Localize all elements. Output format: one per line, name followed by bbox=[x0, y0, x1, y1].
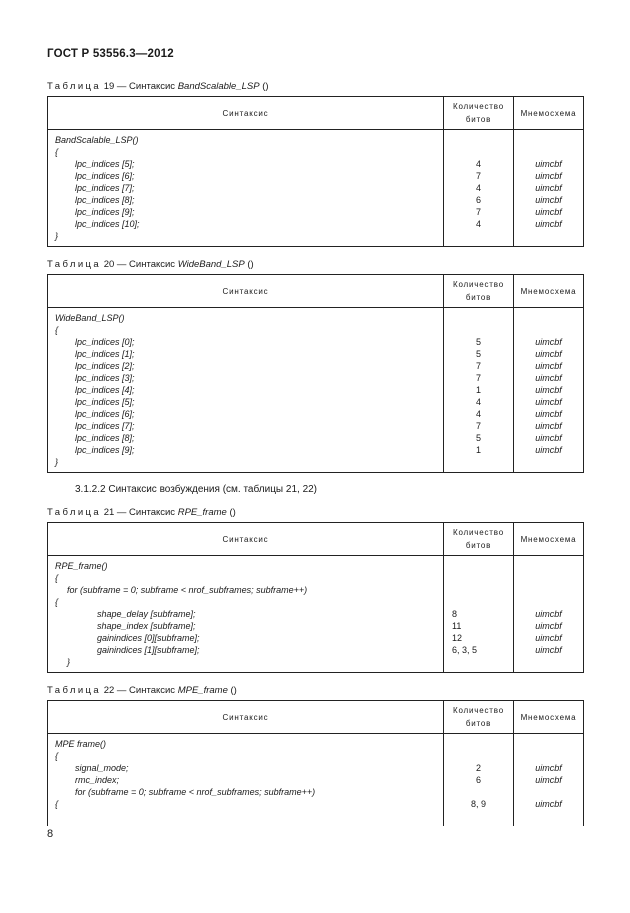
table-22 bbox=[47, 700, 584, 826]
syntax-line: { bbox=[55, 147, 59, 157]
syntax-spacer bbox=[55, 810, 443, 822]
mnemonic-value bbox=[514, 786, 583, 798]
section-heading: 3.1.2.2 Синтаксис возбуждения (см. таблицы 21, 22) bbox=[75, 484, 318, 495]
caption-tail: () bbox=[226, 507, 236, 518]
caption-rest: 21 — Синтаксис bbox=[101, 507, 178, 518]
syntax-line: lpc_indices [5]; bbox=[75, 397, 135, 407]
table-22-caption bbox=[47, 685, 237, 696]
bits-value: 4 bbox=[475, 219, 481, 229]
mnemonic-value: uimcbf bbox=[535, 397, 562, 407]
header-syntax: Синтаксис bbox=[48, 97, 444, 130]
bits-value: 7 bbox=[475, 421, 481, 431]
header-bits bbox=[444, 97, 514, 130]
syntax-line: } bbox=[67, 657, 71, 667]
bits-value: 4 bbox=[475, 397, 481, 407]
mnemonic-value bbox=[514, 230, 583, 242]
mnemonic-value: uimcbf bbox=[535, 385, 562, 395]
caption-word: Таблица bbox=[47, 507, 102, 518]
syntax-line: lpc_indices [2]; bbox=[75, 361, 135, 371]
mnemonic-value: uimcbf bbox=[535, 621, 562, 631]
header-mnemonic: Мнемосхема bbox=[514, 275, 584, 308]
bits-value bbox=[444, 560, 513, 572]
bits-value: 7 bbox=[475, 207, 481, 217]
mnemonic-value: uimcbf bbox=[535, 373, 562, 383]
bits-value: 4 bbox=[475, 183, 481, 193]
mnemonic-value: uimcbf bbox=[535, 195, 562, 205]
table-21-caption bbox=[47, 507, 236, 518]
mnemonic-value: uimcbf bbox=[535, 433, 562, 443]
bits-value: 1 bbox=[475, 445, 481, 455]
caption-word: Таблица bbox=[47, 685, 102, 696]
syntax-line: RPE_frame() bbox=[55, 561, 108, 571]
document-header: ГОСТ Р 53556.3—2012 bbox=[47, 48, 174, 60]
bits-value: 5 bbox=[475, 349, 481, 359]
bits-value: 2 bbox=[475, 763, 481, 773]
syntax-line: lpc_indices [6]; bbox=[75, 171, 135, 181]
header-bits-line2: битов bbox=[465, 719, 492, 728]
caption-word: Таблица bbox=[47, 259, 102, 270]
syntax-line: MPE frame() bbox=[55, 739, 107, 749]
syntax-line: lpc_indices [4]; bbox=[75, 385, 135, 395]
mnemonic-value: uimcbf bbox=[535, 763, 562, 773]
mnemonic-value: uimcbf bbox=[535, 183, 562, 193]
syntax-line: for (subframe = 0; subframe < nrof_subframes; subframe++) bbox=[67, 585, 308, 595]
bits-value bbox=[444, 584, 513, 596]
bits-value: 6 bbox=[475, 775, 481, 785]
mnemonic-value bbox=[514, 456, 583, 468]
syntax-line: { bbox=[55, 751, 59, 761]
mnemonic-value: uimcbf bbox=[535, 207, 562, 217]
mnemonic-value: uimcbf bbox=[535, 349, 562, 359]
syntax-line: BandScalable_LSP() bbox=[55, 135, 139, 145]
caption-word: Таблица bbox=[47, 81, 102, 92]
bits-value: 7 bbox=[475, 373, 481, 383]
mnemonic-value bbox=[514, 596, 583, 608]
bits-value bbox=[444, 596, 513, 608]
syntax-line: } bbox=[55, 457, 59, 467]
mnemonic-cell bbox=[514, 556, 584, 673]
bits-cell bbox=[444, 308, 514, 473]
table-20 bbox=[47, 274, 584, 473]
bits-value: 6, 3, 5 bbox=[452, 645, 478, 655]
header-mnemonic: Мнемосхема bbox=[514, 701, 584, 734]
bits-value: 8, 9 bbox=[470, 799, 486, 809]
bits-value: 5 bbox=[475, 337, 481, 347]
header-bits-line2: битов bbox=[465, 293, 492, 302]
syntax-cell bbox=[48, 734, 444, 827]
syntax-line: lpc_indices [7]; bbox=[75, 183, 135, 193]
caption-name: WideBand_LSP bbox=[177, 259, 245, 270]
mnemonic-value bbox=[514, 584, 583, 596]
bits-value bbox=[444, 324, 513, 336]
syntax-line: lpc_indices [10]; bbox=[75, 219, 140, 229]
syntax-line: gainindices [0][subframe]; bbox=[97, 633, 200, 643]
header-syntax: Синтаксис bbox=[48, 523, 444, 556]
mnemonic-value bbox=[514, 750, 583, 762]
header-syntax: Синтаксис bbox=[48, 701, 444, 734]
syntax-line: { bbox=[55, 325, 59, 335]
syntax-line: } bbox=[55, 231, 59, 241]
caption-rest: 20 — Синтаксис bbox=[101, 259, 178, 270]
caption-rest: 19 — Синтаксис bbox=[101, 81, 178, 92]
mnemonic-value: uimcbf bbox=[535, 421, 562, 431]
page-number: 8 bbox=[47, 828, 54, 840]
mnemonic-value: uimcbf bbox=[535, 775, 562, 785]
bits-value: 4 bbox=[475, 409, 481, 419]
syntax-line: lpc_indices [1]; bbox=[75, 349, 135, 359]
syntax-line: lpc_indices [9]; bbox=[75, 207, 135, 217]
caption-tail: () bbox=[244, 259, 254, 270]
syntax-line: lpc_indices [9]; bbox=[75, 445, 135, 455]
bits-value: 4 bbox=[475, 159, 481, 169]
syntax-line: lpc_indices [8]; bbox=[75, 195, 135, 205]
mnemonic-value bbox=[514, 146, 583, 158]
mnemonic-value: uimcbf bbox=[535, 159, 562, 169]
caption-rest: 22 — Синтаксис bbox=[101, 685, 178, 696]
header-bits-line2: битов bbox=[465, 115, 492, 124]
bits-value bbox=[444, 572, 513, 584]
table-21 bbox=[47, 522, 584, 673]
mnemonic-value bbox=[514, 656, 583, 668]
table-20-caption bbox=[47, 259, 254, 270]
syntax-line: lpc_indices [8]; bbox=[75, 433, 135, 443]
syntax-line: rmc_index; bbox=[75, 775, 120, 785]
header-bits-line1: Количество bbox=[453, 102, 504, 111]
bits-value bbox=[444, 738, 513, 750]
header-mnemonic: Мнемосхема bbox=[514, 97, 584, 130]
syntax-line: for (subframe = 0; subframe < nrof_subframes; subframe++) bbox=[75, 787, 316, 797]
mnemonic-cell bbox=[514, 130, 584, 247]
header-bits-line1: Количество bbox=[453, 280, 504, 289]
bits-value bbox=[444, 786, 513, 798]
mnemonic-value: uimcbf bbox=[535, 445, 562, 455]
caption-name: MPE_frame bbox=[177, 685, 228, 696]
bits-value bbox=[444, 230, 513, 242]
mnemonic-value: uimcbf bbox=[535, 171, 562, 181]
syntax-line: WideBand_LSP() bbox=[55, 313, 125, 323]
mnemonic-value: uimcbf bbox=[535, 609, 562, 619]
syntax-line: lpc_indices [7]; bbox=[75, 421, 135, 431]
header-bits bbox=[444, 701, 514, 734]
mnemonic-value: uimcbf bbox=[535, 645, 562, 655]
bits-value bbox=[444, 134, 513, 146]
mnemonic-value: uimcbf bbox=[535, 409, 562, 419]
bits-cell bbox=[444, 556, 514, 673]
header-bits bbox=[444, 523, 514, 556]
mnemonic-cell bbox=[514, 734, 584, 827]
mnemonic-value: uimcbf bbox=[535, 633, 562, 643]
bits-value: 7 bbox=[475, 361, 481, 371]
bits-value: 7 bbox=[475, 171, 481, 181]
bits-value bbox=[444, 456, 513, 468]
mnemonic-value: uimcbf bbox=[535, 219, 562, 229]
syntax-line: { bbox=[55, 573, 59, 583]
header-mnemonic: Мнемосхема bbox=[514, 523, 584, 556]
caption-tail: () bbox=[259, 81, 269, 92]
syntax-cell bbox=[48, 556, 444, 673]
bits-value: 12 bbox=[452, 633, 463, 643]
bits-value: 6 bbox=[475, 195, 481, 205]
syntax-line: shape_index [subframe]; bbox=[97, 621, 196, 631]
header-bits-line1: Количество bbox=[453, 706, 504, 715]
mnemonic-value bbox=[514, 560, 583, 572]
syntax-line: { bbox=[55, 799, 59, 809]
syntax-cell bbox=[48, 130, 444, 247]
syntax-line: signal_mode; bbox=[75, 763, 129, 773]
syntax-line: lpc_indices [3]; bbox=[75, 373, 135, 383]
syntax-line: lpc_indices [5]; bbox=[75, 159, 135, 169]
bits-value: 11 bbox=[452, 621, 462, 631]
caption-name: RPE_frame bbox=[177, 507, 227, 518]
caption-name: BandScalable_LSP bbox=[177, 81, 260, 92]
syntax-cell bbox=[48, 308, 444, 473]
mnemonic-value: uimcbf bbox=[535, 799, 562, 809]
table-19 bbox=[47, 96, 584, 247]
header-bits bbox=[444, 275, 514, 308]
mnemonic-value bbox=[514, 134, 583, 146]
table-19-caption bbox=[47, 81, 269, 92]
bits-value bbox=[444, 146, 513, 158]
bits-value bbox=[444, 312, 513, 324]
syntax-line: lpc_indices [0]; bbox=[75, 337, 135, 347]
syntax-line: { bbox=[55, 597, 59, 607]
mnemonic-value: uimcbf bbox=[535, 361, 562, 371]
syntax-line: lpc_indices [6]; bbox=[75, 409, 135, 419]
syntax-line: shape_delay [subframe]; bbox=[97, 609, 196, 619]
bits-value: 1 bbox=[475, 385, 481, 395]
mnemonic-value bbox=[514, 738, 583, 750]
header-bits-line2: битов bbox=[465, 541, 492, 550]
bits-value: 8 bbox=[452, 609, 458, 619]
mnemonic-value bbox=[514, 572, 583, 584]
header-bits-line1: Количество bbox=[453, 528, 504, 537]
bits-cell bbox=[444, 734, 514, 827]
mnemonic-value bbox=[514, 324, 583, 336]
syntax-line: gainindices [1][subframe]; bbox=[97, 645, 200, 655]
bits-cell bbox=[444, 130, 514, 247]
mnemonic-cell bbox=[514, 308, 584, 473]
bits-value bbox=[444, 656, 513, 668]
mnemonic-value bbox=[514, 312, 583, 324]
mnemonic-value: uimcbf bbox=[535, 337, 562, 347]
bits-value bbox=[444, 750, 513, 762]
bits-value: 5 bbox=[475, 433, 481, 443]
header-syntax: Синтаксис bbox=[48, 275, 444, 308]
caption-tail: () bbox=[227, 685, 237, 696]
